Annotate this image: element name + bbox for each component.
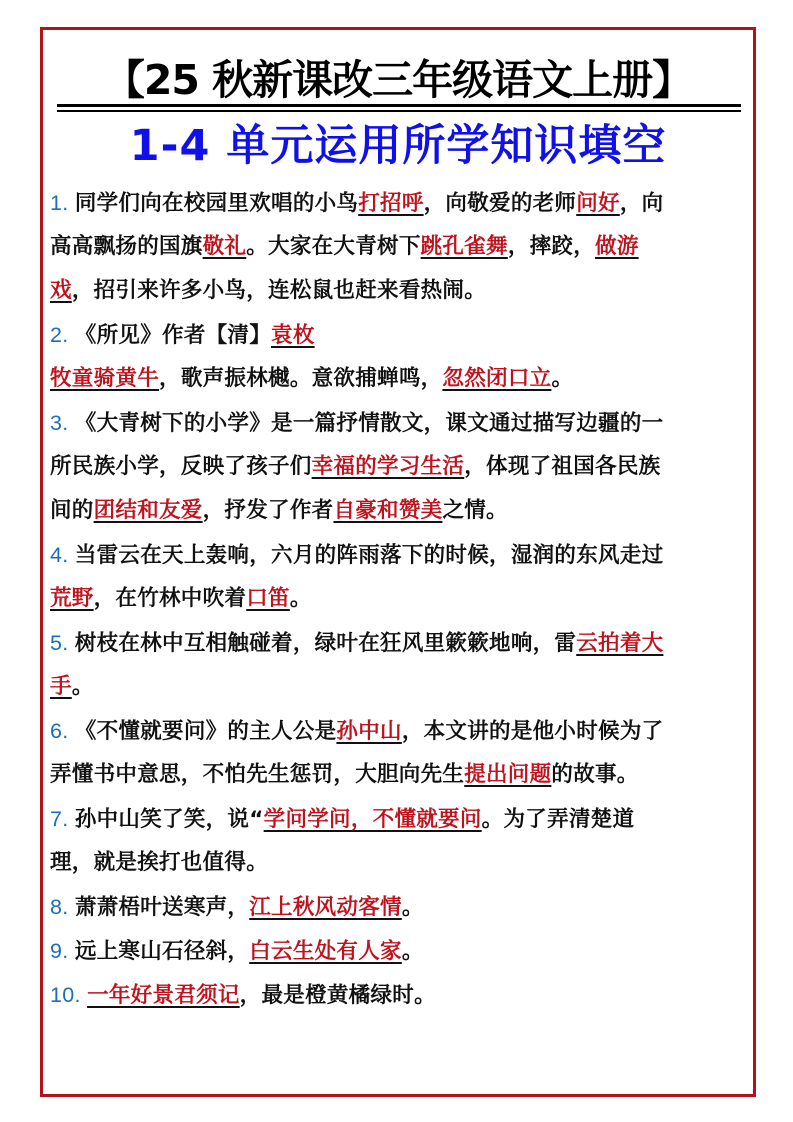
body-text: 之情。: [442, 498, 508, 523]
question-number: 2.: [50, 323, 75, 347]
body-text: ，本文讲的是他小时候为了: [401, 719, 664, 744]
answer-text: 做游: [595, 234, 639, 259]
body-text: 《大青树下的小学》是一篇抒情散文，课文通过描写边疆的一: [74, 411, 664, 436]
answer-text: 袁枚: [271, 323, 315, 348]
question-number: 5.: [50, 631, 75, 655]
body-text: 理，就是挨打也值得。: [50, 850, 269, 875]
question-number: 6.: [50, 719, 75, 743]
title-underline-thick: [57, 104, 741, 107]
body-text: 。: [71, 674, 94, 699]
body-text: ，招引来许多小鸟，连松鼠也赶来看热闹。: [71, 278, 487, 303]
body-text: 弄懂书中意思，不怕先生惩罚，大胆向先生: [50, 762, 465, 787]
body-text: 树枝在林中互相触碰着，绿叶在狂风里簌簌地响，雷: [74, 631, 577, 656]
body-text: 的故事。: [551, 762, 639, 787]
text-line: [50, 577, 745, 621]
answer-text: 提出问题: [464, 762, 552, 787]
question-number: 7.: [50, 807, 75, 831]
page-subtitle: 1-4 单元运用所学知识填空: [129, 121, 667, 171]
answer-text: 云拍着大: [576, 631, 664, 656]
body-text: 间的: [50, 498, 94, 523]
answer-text: 团结和友爱: [93, 498, 203, 523]
question-number: 1.: [50, 191, 75, 215]
text-line: [50, 533, 745, 577]
answer-text: 忽然闭口立: [442, 366, 552, 391]
body-text: 同学们向在校园里欢唱的小鸟: [74, 191, 359, 216]
answer-text: 问好: [576, 191, 620, 216]
question-number: 8.: [50, 895, 75, 919]
body-text: 。: [289, 586, 312, 611]
answer-text: 自豪和赞美: [333, 498, 443, 523]
text-line: [50, 225, 745, 269]
fill-in-blank-list: [50, 181, 745, 1017]
answer-text: 跳孔雀舞: [420, 234, 508, 259]
text-line: [50, 357, 745, 401]
body-text: 萧萧梧叶送寒声，: [74, 895, 250, 920]
body-text: ，摔跤，: [507, 234, 596, 259]
question-number: 10.: [50, 983, 88, 1007]
answer-text: 敬礼: [202, 234, 247, 259]
answer-text: 口笛: [246, 586, 290, 611]
question-number: 9.: [50, 939, 75, 963]
body-text: ，在竹林中吹着: [93, 586, 247, 611]
answer-text: 打招呼: [358, 191, 424, 216]
answer-text: 戏: [50, 278, 72, 303]
answer-text: 手: [50, 674, 72, 699]
answer-text: 幸福的学习生活: [311, 454, 465, 479]
answer-text: 牧童骑黄牛: [50, 366, 160, 391]
answer-text: 学问学问，不懂就要问: [263, 807, 482, 832]
body-text: 《所见》作者【清】: [74, 323, 272, 348]
text-line: [50, 709, 745, 753]
body-text: ，向敬爱的老师: [423, 191, 577, 216]
body-text: ，歌声振林樾。意欲捕蝉鸣，: [159, 366, 443, 391]
text-line: [50, 313, 745, 357]
body-text: ，体现了祖国各民族: [464, 454, 661, 479]
page-title: 【25 秋新课改三年级语文上册】: [103, 56, 693, 104]
title-underline-thin: [57, 110, 741, 112]
body-text: 所民族小学，反映了孩子们: [50, 454, 312, 479]
text-line: [50, 181, 745, 225]
answer-text: 一年好景君须记: [87, 983, 240, 1008]
answer-text: 江上秋风动客情: [249, 895, 402, 920]
body-text: 。: [551, 366, 574, 391]
text-line: [50, 489, 745, 533]
text-line: [50, 665, 745, 709]
question-number: 3.: [50, 411, 75, 435]
body-text: ，向: [619, 191, 664, 216]
body-text: 远上寒山石径斜，: [74, 939, 250, 964]
body-text: 孙中山笑了笑，说“: [74, 807, 264, 832]
text-line: [50, 929, 745, 973]
body-text: 。: [401, 895, 424, 920]
body-text: 。为了弄清楚道: [481, 807, 635, 832]
text-line: [50, 753, 745, 797]
answer-text: 白云生处有人家: [249, 939, 402, 964]
body-text: 。大家在大青树下: [246, 234, 421, 259]
text-line: [50, 401, 745, 445]
body-text: ，抒发了作者: [202, 498, 334, 523]
body-text: 高高飘扬的国旗: [50, 234, 203, 259]
body-text: ，最是橙黄橘绿时。: [239, 983, 436, 1008]
answer-text: 荒野: [50, 586, 94, 611]
text-line: [50, 885, 745, 929]
text-line: [50, 973, 745, 1017]
page-border: [40, 27, 756, 1097]
text-line: [50, 797, 745, 841]
text-line: [50, 269, 745, 313]
body-text: 。: [401, 939, 424, 964]
answer-text: 孙中山: [336, 719, 402, 744]
body-text: 《不懂就要问》的主人公是: [74, 719, 337, 744]
text-line: [50, 621, 745, 665]
question-number: 4.: [50, 543, 75, 567]
text-line: [50, 841, 745, 885]
body-text: 当雷云在天上轰响，六月的阵雨落下的时候，湿润的东风走过: [74, 543, 664, 568]
text-line: [50, 445, 745, 489]
